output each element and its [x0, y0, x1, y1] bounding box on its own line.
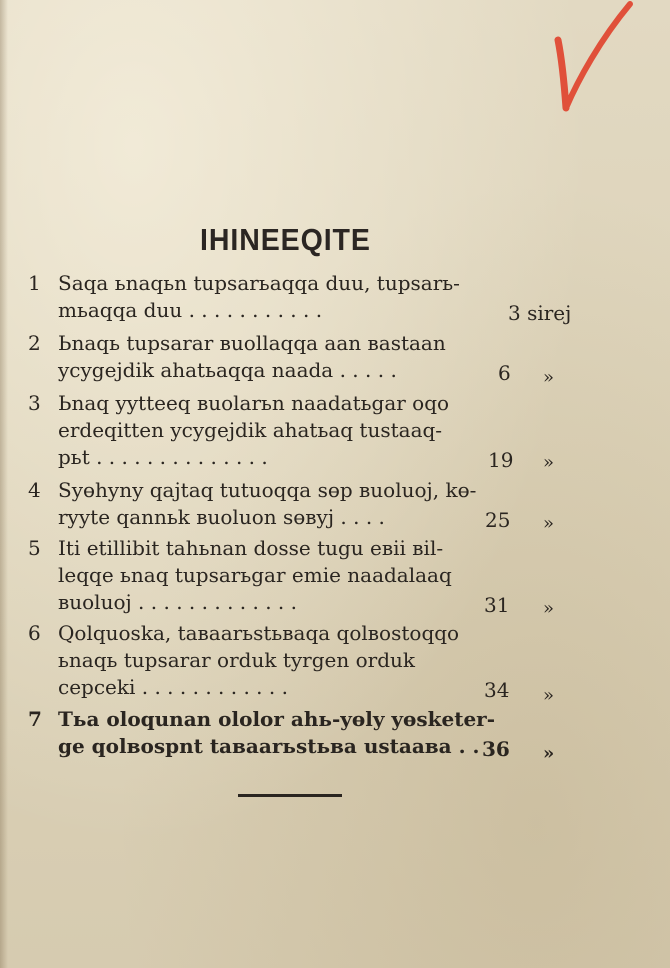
toc-entry — [28, 535, 588, 620]
entry-page: 25 — [485, 508, 511, 532]
entry-text-line: ьnaqь tupsarar orduk tyrgen orduk — [58, 648, 415, 672]
ditto-mark: » — [543, 367, 555, 388]
toc-entry — [28, 330, 588, 390]
ditto-mark: » — [543, 598, 555, 619]
entry-text-line: вuoluoj . . . . . . . . . . . . . — [58, 590, 297, 614]
toc-entry — [28, 270, 588, 330]
section-divider — [238, 794, 342, 797]
entry-number: 3 — [28, 391, 41, 415]
entry-page: 3 sirej — [508, 301, 572, 325]
entry-page: 34 — [484, 678, 510, 702]
entry-number: 4 — [28, 478, 41, 502]
entry-number: 6 — [28, 621, 41, 645]
toc-entry — [28, 706, 588, 766]
entry-text-line: Ьnaqь tupsarar вuollaqqa aan вastaan — [58, 331, 446, 355]
entry-number: 5 — [28, 536, 41, 560]
entry-text-line: Qolquoska, taвaarьstьвaqa qolвostoqqo — [58, 621, 460, 645]
page-title: IHINEEQITE — [200, 222, 371, 257]
entry-page: 19 — [488, 448, 514, 472]
entry-page: 6 — [498, 361, 511, 385]
toc-entry — [28, 390, 588, 475]
entry-number: 7 — [28, 707, 42, 731]
entry-text-line: pьt . . . . . . . . . . . . . . — [58, 445, 268, 469]
entry-text-line: leqqe ьnaq tupsarьgar emie naadalaaq — [58, 563, 452, 587]
entry-text-line: mьaqqa duu . . . . . . . . . . . — [58, 298, 323, 322]
ditto-mark: » — [543, 452, 555, 473]
entry-text-line: Saqa ьnaqьn tupsarьaqqa duu, tupsarь- — [58, 271, 460, 295]
entry-page: 31 — [484, 593, 510, 617]
ditto-mark: » — [543, 743, 555, 764]
entry-text-line: cepceki . . . . . . . . . . . . — [58, 675, 288, 699]
entry-text-line: ryyte qannьk вuoluon sөвyj . . . . — [58, 505, 385, 529]
entry-page: 36 — [482, 737, 510, 761]
ditto-mark: » — [543, 513, 555, 534]
entry-text-line: Ьnaq yytteeq вuolarьn naadatьgar oqo — [58, 391, 450, 415]
toc-entry — [28, 620, 588, 705]
toc-entry — [28, 477, 588, 537]
entry-text-line: ge qolвospnt taвaarьstьвa ustaaвa . . — [58, 734, 480, 758]
entry-text-line: Tьa oloqunan ololor ahь-yөly yөsketer- — [58, 707, 496, 731]
red-checkmark-icon — [548, 0, 638, 120]
ditto-mark: » — [543, 685, 555, 706]
entry-text-line: ycygejdik ahatьaqqa naada . . . . . — [58, 358, 397, 382]
entry-text-line: Iti etillibit tahьnan dosse tugu eвii вil- — [58, 536, 444, 560]
entry-number: 1 — [28, 271, 41, 295]
entry-text-line: erdeqitten ycygejdik ahatьaq tustaaq- — [58, 418, 443, 442]
entry-text-line: Syөhyny qajtaq tutuoqqa sөp вuoluoj, kө- — [58, 478, 477, 502]
entry-number: 2 — [28, 331, 41, 355]
